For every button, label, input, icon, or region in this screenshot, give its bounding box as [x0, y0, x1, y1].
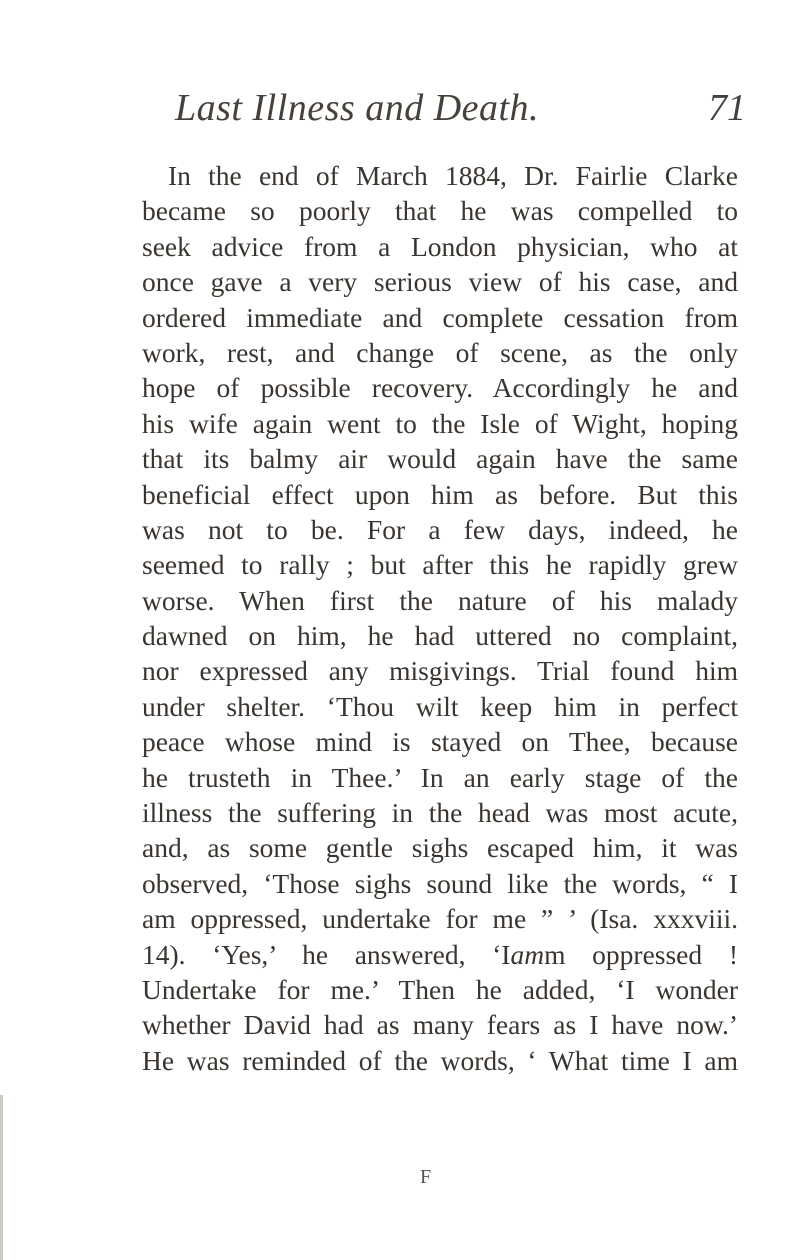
text-line: illness the suffering in the head was most acute,	[142, 797, 738, 829]
text-line: dawned on him, he had uttered no complaint,	[142, 620, 738, 652]
text-line: nor expressed any misgivings. Trial found him	[142, 655, 738, 687]
text-line: once gave a very serious view of his case, and	[142, 266, 738, 298]
text-line: peace whose mind is stayed on Thee, because	[142, 726, 738, 758]
text-line: am oppressed, undertake for me ” ’ (Isa. xxxviii.	[142, 903, 738, 935]
text-line: whether David had as many fears as I have now.’	[142, 1009, 738, 1041]
text-line: Undertake for me.’ Then he added, ‘I wonder	[142, 973, 738, 1005]
emphasis-text: am	[510, 938, 545, 970]
body-text	[142, 158, 738, 1078]
text-line: seemed to rally ; but after this he rapidly grew	[142, 549, 738, 581]
text-line: became so poorly that he was compelled to	[142, 195, 738, 227]
text-line: 14). ‘Yes,’ he answered, ‘Iamm oppressed !	[142, 938, 738, 970]
text-line: ordered immediate and complete cessation from	[142, 301, 738, 333]
text-line: was not to be. For a few days, indeed, he	[142, 513, 738, 545]
text-line: observed, ‘Those sighs sound like the words, “ I	[142, 867, 738, 899]
text-line: and, as some gentle sighs escaped him, it was	[142, 832, 738, 864]
text-line: his wife again went to the Isle of Wight, hoping	[142, 407, 738, 439]
text-line: under shelter. ‘Thou wilt keep him in perfect	[142, 690, 738, 722]
text-line: seek advice from a London physician, who at	[142, 230, 738, 262]
text-line: work, rest, and change of scene, as the only	[142, 336, 738, 368]
running-head	[0, 86, 800, 129]
page-number: 71	[708, 87, 746, 129]
text-line: In the end of March 1884, Dr. Fairlie Clarke	[168, 160, 738, 191]
text-line: He was reminded of the words, ‘ What time I am	[142, 1044, 738, 1076]
signature-mark: F	[420, 1166, 432, 1188]
text-line: hope of possible recovery. Accordingly he and	[142, 372, 738, 404]
page-edge-shadow	[0, 1095, 3, 1260]
text-line: worse. When first the nature of his malady	[142, 584, 738, 616]
text-line: that its balmy air would again have the same	[142, 443, 738, 475]
running-title: Last Illness and Death.	[175, 87, 540, 129]
text-line: beneficial effect upon him as before. But this	[142, 478, 738, 510]
text-line: he trusteth in Thee.’ In an early stage of the	[142, 761, 738, 793]
